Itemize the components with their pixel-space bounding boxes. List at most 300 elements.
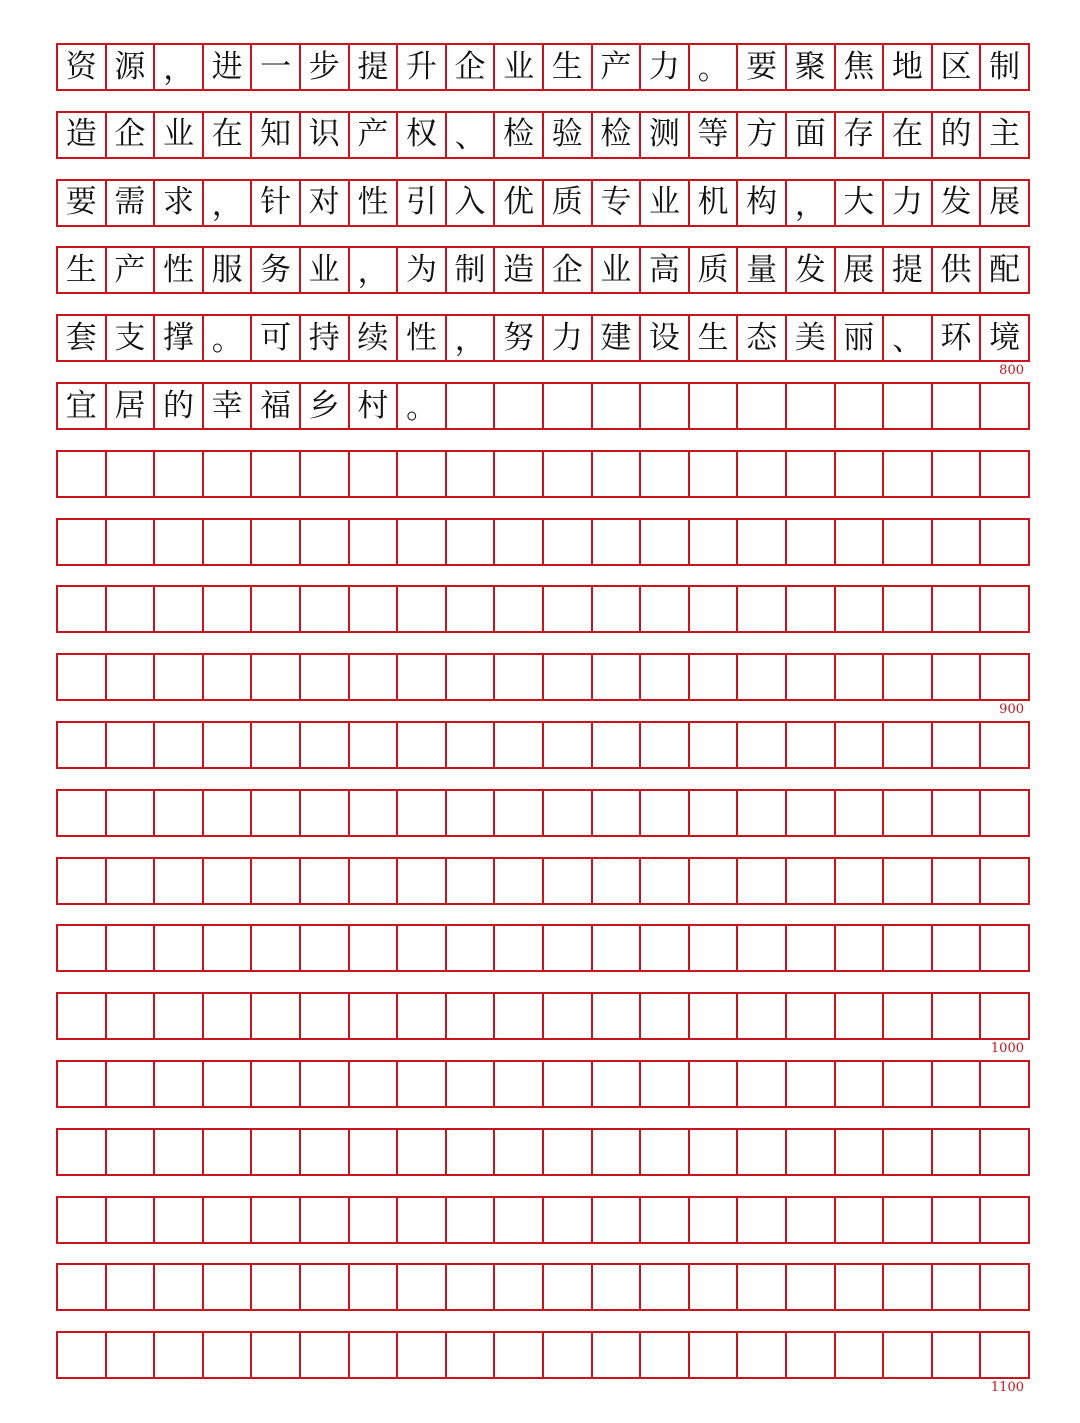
grid-cell: [690, 655, 739, 699]
grid-cell: 需: [107, 181, 156, 225]
grid-cell: [787, 859, 836, 903]
grid-cell: 提: [350, 45, 399, 89]
grid-cell: 源: [107, 45, 156, 89]
grid-cell: [252, 994, 301, 1038]
grid-cell: [398, 859, 447, 903]
grid-cell: 努: [495, 316, 544, 360]
grid-cell: 检: [593, 113, 642, 157]
grid-cell: [593, 452, 642, 496]
grid-cell: [738, 1333, 787, 1377]
grid-cell: [204, 1265, 253, 1309]
grid-cell: 构: [738, 181, 787, 225]
grid-cell: [58, 587, 107, 631]
grid-cell: [884, 384, 933, 428]
grid-cell: 方: [738, 113, 787, 157]
grid-cell: [933, 655, 982, 699]
grid-cell: [738, 1062, 787, 1106]
grid-row: [56, 585, 1030, 633]
grid-cell: [350, 1265, 399, 1309]
grid-cell: [155, 520, 204, 564]
grid-cell: [544, 1130, 593, 1174]
grid-cell: [836, 723, 885, 767]
word-count-marker: 800: [999, 363, 1024, 379]
grid-cell: [738, 1130, 787, 1174]
grid-cell: [690, 1130, 739, 1174]
grid-cell: 机: [690, 181, 739, 225]
grid-cell: [836, 1062, 885, 1106]
grid-cell: [107, 791, 156, 835]
grid-cell: 支: [107, 316, 156, 360]
grid-cell: [981, 587, 1028, 631]
grid-cell: 业: [641, 181, 690, 225]
grid-cell: [738, 1265, 787, 1309]
grid-cell: [738, 587, 787, 631]
grid-cell: [593, 926, 642, 970]
grid-cell: [495, 655, 544, 699]
grid-cell: 宜: [58, 384, 107, 428]
grid-cell: [495, 723, 544, 767]
grid-cell: [447, 791, 496, 835]
grid-cell: [884, 791, 933, 835]
grid-cell: 面: [787, 113, 836, 157]
grid-cell: 地: [884, 45, 933, 89]
grid-cell: [252, 1333, 301, 1377]
grid-cell: 在: [204, 113, 253, 157]
grid-cell: [58, 994, 107, 1038]
grid-cell: [884, 587, 933, 631]
grid-cell: [641, 587, 690, 631]
grid-cell: [981, 1265, 1028, 1309]
grid-cell: 发: [933, 181, 982, 225]
grid-row: [56, 1128, 1030, 1176]
grid-cell: 展: [989, 184, 1021, 221]
grid-cell: [350, 791, 399, 835]
grid-cell: [690, 1333, 739, 1377]
grid-row: [56, 1060, 1030, 1108]
grid-cell: 量: [738, 248, 787, 292]
grid-cell: [690, 587, 739, 631]
grid-cell: [204, 1333, 253, 1377]
grid-row: [56, 1263, 1030, 1311]
grid-cell: 要: [58, 181, 107, 225]
grid-cell: 性: [398, 316, 447, 360]
grid-cell: [107, 1062, 156, 1106]
grid-cell: 力: [544, 316, 593, 360]
grid-cell: [787, 452, 836, 496]
grid-cell: [884, 859, 933, 903]
grid-cell: 、: [447, 113, 496, 157]
grid-cell: [787, 384, 836, 428]
grid-cell: [107, 655, 156, 699]
grid-cell: [252, 520, 301, 564]
grid-cell: [447, 1333, 496, 1377]
grid-cell: [155, 994, 204, 1038]
grid-cell: [398, 1333, 447, 1377]
grid-cell: [641, 1198, 690, 1242]
grid-cell: [447, 1265, 496, 1309]
grid-cell: 求: [155, 181, 204, 225]
grid-cell: [301, 723, 350, 767]
grid-cell: 为: [398, 248, 447, 292]
grid-cell: [204, 655, 253, 699]
grid-cell: [204, 791, 253, 835]
grid-cell: [738, 655, 787, 699]
grid-cell: [252, 452, 301, 496]
grid-cell: [350, 1130, 399, 1174]
grid-cell: [107, 926, 156, 970]
grid-cell: [933, 1130, 982, 1174]
grid-cell: [981, 926, 1028, 970]
grid-cell: [836, 994, 885, 1038]
grid-cell: 展: [836, 248, 885, 292]
grid-cell: [107, 1333, 156, 1377]
grid-cell: 服: [204, 248, 253, 292]
grid-cell: 等: [690, 113, 739, 157]
grid-cell: [787, 994, 836, 1038]
grid-cell: [641, 384, 690, 428]
grid-cell: [204, 1198, 253, 1242]
grid-cell: [155, 1130, 204, 1174]
grid-cell: 主: [989, 116, 1021, 153]
grid-cell: 入: [447, 181, 496, 225]
grid-row: [56, 246, 1030, 294]
grid-cell: [933, 1198, 982, 1242]
grid-cell: 识: [301, 113, 350, 157]
grid-row: [56, 1196, 1030, 1244]
grid-cell: [398, 791, 447, 835]
grid-cell: [544, 723, 593, 767]
grid-cell: 生: [544, 45, 593, 89]
grid-cell: [447, 723, 496, 767]
grid-cell: [301, 587, 350, 631]
grid-cell: [544, 520, 593, 564]
grid-cell: [495, 859, 544, 903]
grid-cell: 境: [989, 319, 1021, 356]
grid-cell: [738, 1198, 787, 1242]
grid-cell: [398, 994, 447, 1038]
grid-cell: [447, 520, 496, 564]
grid-cell: [155, 1265, 204, 1309]
word-count-marker: 1000: [990, 1041, 1024, 1057]
grid-cell: 的: [933, 113, 982, 157]
grid-cell: 。: [690, 45, 739, 89]
grid-cell: [155, 1333, 204, 1377]
grid-cell: [447, 587, 496, 631]
grid-cell: [107, 1130, 156, 1174]
grid-cell: [107, 859, 156, 903]
grid-cell: [398, 1265, 447, 1309]
grid-cell: [204, 994, 253, 1038]
grid-cell: 在: [884, 113, 933, 157]
grid-cell: [738, 452, 787, 496]
grid-cell: [252, 1130, 301, 1174]
grid-cell: [350, 520, 399, 564]
grid-cell: [836, 452, 885, 496]
grid-cell: [836, 520, 885, 564]
grid-row: [56, 314, 1030, 362]
grid-cell: [836, 587, 885, 631]
grid-cell: [447, 1130, 496, 1174]
grid-row: [56, 450, 1030, 498]
grid-cell: [690, 723, 739, 767]
grid-cell: [252, 1062, 301, 1106]
grid-cell: [884, 1198, 933, 1242]
grid-cell: [350, 587, 399, 631]
grid-cell: [836, 1130, 885, 1174]
grid-cell: 知: [252, 113, 301, 157]
grid-cell: [593, 384, 642, 428]
grid-row: [56, 789, 1030, 837]
grid-cell: [301, 1265, 350, 1309]
grid-cell: [398, 1198, 447, 1242]
grid-cell: [495, 926, 544, 970]
grid-cell: [204, 452, 253, 496]
grid-cell: [155, 1198, 204, 1242]
grid-cell: 撑: [155, 316, 204, 360]
grid-cell: [544, 926, 593, 970]
grid-cell: [447, 1062, 496, 1106]
grid-cell: [836, 655, 885, 699]
grid-cell: [884, 723, 933, 767]
grid-cell: [155, 1062, 204, 1106]
grid-cell: [204, 587, 253, 631]
grid-cell: [544, 791, 593, 835]
grid-cell: [690, 452, 739, 496]
grid-cell: 业: [301, 248, 350, 292]
grid-cell: [58, 1265, 107, 1309]
grid-cell: [350, 926, 399, 970]
grid-cell: 。: [204, 316, 253, 360]
grid-cell: [933, 1265, 982, 1309]
grid-cell: 态: [738, 316, 787, 360]
grid-cell: 丽: [836, 316, 885, 360]
grid-cell: 聚: [787, 45, 836, 89]
grid-cell: [738, 791, 787, 835]
grid-cell: [933, 791, 982, 835]
grid-cell: 乡: [301, 384, 350, 428]
grid-cell: ，: [204, 181, 253, 225]
grid-cell: [787, 587, 836, 631]
grid-cell: [933, 1062, 982, 1106]
grid-cell: [447, 859, 496, 903]
grid-cell: [58, 926, 107, 970]
grid-cell: 续: [350, 316, 399, 360]
grid-cell: [155, 587, 204, 631]
grid-cell: [690, 791, 739, 835]
grid-cell: [58, 655, 107, 699]
grid-cell: [398, 926, 447, 970]
grid-cell: [204, 723, 253, 767]
grid-cell: [447, 926, 496, 970]
grid-cell: 企: [107, 113, 156, 157]
grid-cell: [787, 655, 836, 699]
grid-cell: [204, 520, 253, 564]
grid-cell: [884, 452, 933, 496]
grid-cell: [641, 926, 690, 970]
grid-cell: [447, 384, 496, 428]
grid-cell: 存: [836, 113, 885, 157]
grid-cell: [301, 1333, 350, 1377]
grid-cell: [544, 452, 593, 496]
grid-cell: 制: [447, 248, 496, 292]
grid-cell: [204, 926, 253, 970]
grid-cell: [544, 1265, 593, 1309]
grid-cell: [641, 1333, 690, 1377]
grid-cell: [107, 1265, 156, 1309]
grid-cell: 区: [933, 45, 982, 89]
grid-cell: 高: [641, 248, 690, 292]
grid-cell: 配: [989, 251, 1021, 288]
grid-cell: [593, 1062, 642, 1106]
grid-cell: [447, 1198, 496, 1242]
grid-cell: [593, 994, 642, 1038]
grid-cell: [495, 587, 544, 631]
grid-cell: 业: [495, 45, 544, 89]
grid-cell: [350, 1333, 399, 1377]
grid-cell: [252, 1198, 301, 1242]
grid-cell: [301, 1062, 350, 1106]
grid-cell: 生: [690, 316, 739, 360]
grid-cell: [252, 655, 301, 699]
grid-row: [56, 924, 1030, 972]
grid-cell: [641, 655, 690, 699]
grid-cell: [884, 1333, 933, 1377]
grid-cell: ，: [155, 45, 204, 89]
grid-cell: [836, 1198, 885, 1242]
grid-cell: 企: [447, 45, 496, 89]
grid-cell: 检: [495, 113, 544, 157]
grid-cell: [933, 587, 982, 631]
grid-cell: [301, 994, 350, 1038]
grid-cell: 质: [544, 181, 593, 225]
grid-cell: [204, 859, 253, 903]
grid-row: [56, 179, 1030, 227]
grid-cell: [495, 1265, 544, 1309]
grid-cell: 对: [301, 181, 350, 225]
grid-cell: [398, 587, 447, 631]
grid-row: [56, 382, 1030, 430]
grid-cell: ，: [787, 181, 836, 225]
grid-cell: [593, 1333, 642, 1377]
grid-cell: [447, 994, 496, 1038]
grid-cell: [447, 452, 496, 496]
grid-cell: [884, 520, 933, 564]
grid-cell: [495, 1333, 544, 1377]
grid-cell: [641, 859, 690, 903]
grid-cell: [981, 384, 1028, 428]
grid-cell: [787, 1265, 836, 1309]
grid-cell: [252, 587, 301, 631]
grid-cell: [252, 723, 301, 767]
grid-cell: [544, 587, 593, 631]
grid-cell: [690, 384, 739, 428]
grid-cell: [398, 520, 447, 564]
grid-cell: 、: [884, 316, 933, 360]
grid-cell: [58, 1333, 107, 1377]
grid-cell: 套: [58, 316, 107, 360]
grid-cell: 务: [252, 248, 301, 292]
grid-cell: [884, 994, 933, 1038]
grid-cell: [593, 723, 642, 767]
grid-cell: [981, 655, 1028, 699]
grid-cell: [641, 723, 690, 767]
grid-cell: [884, 926, 933, 970]
grid-cell: 力: [641, 45, 690, 89]
grid-cell: [593, 655, 642, 699]
grid-cell: 资: [58, 45, 107, 89]
grid-cell: [641, 1130, 690, 1174]
grid-cell: 的: [155, 384, 204, 428]
grid-cell: [981, 1062, 1028, 1106]
grid-cell: [398, 452, 447, 496]
grid-cell: [107, 587, 156, 631]
grid-cell: [398, 1062, 447, 1106]
grid-cell: [350, 994, 399, 1038]
grid-cell: [252, 1265, 301, 1309]
grid-cell: [641, 520, 690, 564]
grid-cell: [641, 994, 690, 1038]
grid-cell: [107, 520, 156, 564]
grid-cell: 升: [398, 45, 447, 89]
grid-cell: [58, 859, 107, 903]
grid-cell: 权: [398, 113, 447, 157]
grid-cell: [981, 859, 1028, 903]
grid-cell: [933, 926, 982, 970]
grid-cell: [593, 520, 642, 564]
grid-cell: [933, 994, 982, 1038]
grid-cell: [738, 859, 787, 903]
grid-cell: [58, 1130, 107, 1174]
grid-cell: [933, 384, 982, 428]
grid-cell: 建: [593, 316, 642, 360]
grid-cell: 造: [495, 248, 544, 292]
grid-cell: [301, 655, 350, 699]
grid-row: [56, 721, 1030, 769]
grid-cell: [252, 791, 301, 835]
grid-cell: [544, 655, 593, 699]
grid-cell: 产: [593, 45, 642, 89]
grid-cell: [933, 723, 982, 767]
grid-cell: [593, 587, 642, 631]
grid-cell: [690, 1062, 739, 1106]
grid-cell: [301, 1130, 350, 1174]
grid-cell: [155, 859, 204, 903]
grid-cell: [787, 520, 836, 564]
grid-cell: [690, 994, 739, 1038]
grid-cell: [58, 452, 107, 496]
grid-cell: 验: [544, 113, 593, 157]
grid-cell: [981, 520, 1028, 564]
grid-cell: [252, 926, 301, 970]
grid-cell: 力: [884, 181, 933, 225]
grid-cell: [593, 791, 642, 835]
grid-cell: 居: [107, 384, 156, 428]
grid-cell: [981, 452, 1028, 496]
grid-cell: 测: [641, 113, 690, 157]
grid-cell: [593, 1265, 642, 1309]
grid-cell: [495, 791, 544, 835]
grid-cell: [447, 655, 496, 699]
grid-cell: [641, 1265, 690, 1309]
grid-cell: 幸: [204, 384, 253, 428]
grid-cell: [787, 723, 836, 767]
grid-cell: [204, 1130, 253, 1174]
grid-cell: 进: [204, 45, 253, 89]
grid-cell: ，: [447, 316, 496, 360]
grid-cell: [738, 926, 787, 970]
grid-cell: 性: [350, 181, 399, 225]
grid-cell: [58, 723, 107, 767]
